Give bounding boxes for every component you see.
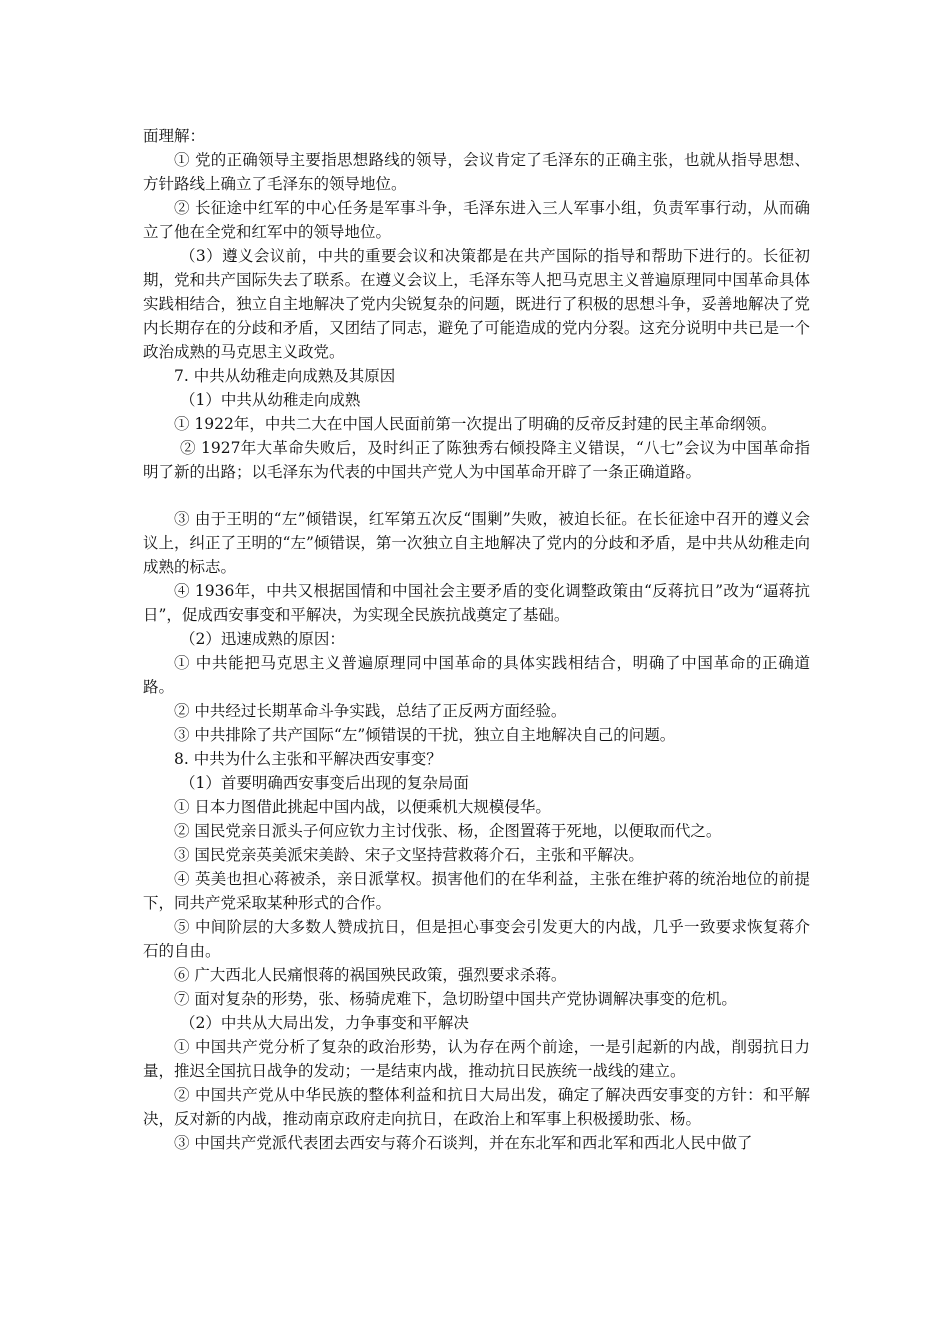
paragraph: ④ 英美也担心蒋被杀，亲日派掌权。损害他们的在华利益，主张在维护蒋的统治地位的前提下，同共产党采取某种形式的合作。 bbox=[143, 870, 810, 912]
paragraph: ⑤ 中间阶层的大多数人赞成抗日，但是担心事变会引发更大的内战，几乎一致要求恢复蒋介石的自由。 bbox=[143, 918, 810, 960]
paragraph: （2）迅速成熟的原因： bbox=[180, 630, 345, 648]
paragraph: ⑥ 广大西北人民痛恨蒋的祸国殃民政策，强烈要求杀蒋。 bbox=[174, 966, 567, 984]
paragraph: ③ 中共排除了共产国际“左”倾错误的干扰，独立自主地解决自己的问题。 bbox=[174, 726, 676, 744]
paragraph: ② 中共经过长期革命斗争实践，总结了正反两方面经验。 bbox=[174, 702, 567, 720]
paragraph: ③ 由于王明的“左”倾错误，红军第五次反“围剿”失败，被迫长征。在长征途中召开的遵义会议上，纠正了王明的“左”倾错误，第一次独立自主地解决了党内的分歧和矛盾，是中共从幼稚走向成熟的标志。 bbox=[143, 510, 810, 576]
paragraph: （1）中共从幼稚走向成熟 bbox=[180, 391, 361, 409]
paragraph: ① 党的正确领导主要指思想路线的领导，会议肯定了毛泽东的正确主张，也就从指导思想、方针路线上确立了毛泽东的领导地位。 bbox=[143, 151, 810, 193]
paragraph: ③ 国民党亲英美派宋美龄、宋子文坚持营救蒋介石，主张和平解决。 bbox=[174, 846, 644, 864]
paragraph: 8. 中共为什么主张和平解决西安事变？ bbox=[174, 750, 442, 768]
paragraph: ① 1922年，中共二大在中国人民面前第一次提出了明确的反帝反封建的民主革命纲领。 bbox=[174, 415, 777, 433]
paragraph: 7. 中共从幼稚走向成熟及其原因 bbox=[174, 367, 396, 385]
document-body bbox=[143, 124, 810, 1155]
paragraph: 面理解： bbox=[143, 127, 206, 145]
paragraph: ① 中共能把马克思主义普遍原理同中国革命的具体实践相结合，明确了中国革命的正确道路。 bbox=[143, 654, 810, 696]
paragraph: （2）中共从大局出发，力争事变和平解决 bbox=[180, 1014, 469, 1032]
paragraph: ① 日本力图借此挑起中国内战，以便乘机大规模侵华。 bbox=[174, 798, 551, 816]
paragraph: ② 长征途中红军的中心任务是军事斗争，毛泽东进入三人军事小组，负责军事行动，从而确立了他在全党和红军中的领导地位。 bbox=[143, 199, 810, 241]
paragraph: ① 中国共产党分析了复杂的政治形势，认为存在两个前途，一是引起新的内战，削弱抗日力量，推迟全国抗日战争的发动；一是结束内战，推动抗日民族统一战线的建立。 bbox=[143, 1038, 810, 1080]
paragraph: ③ 中国共产党派代表团去西安与蒋介石谈判，并在东北军和西北军和西北人民中做了 bbox=[174, 1134, 753, 1152]
paragraph: ② 中国共产党从中华民族的整体利益和抗日大局出发，确定了解决西安事变的方针：和平解决，反对新的内战，推动南京政府走向抗日，在政治上和军事上积极援助张、杨。 bbox=[143, 1086, 810, 1128]
paragraph: ② 国民党亲日派头子何应钦力主讨伐张、杨，企图置蒋于死地，以便取而代之。 bbox=[174, 822, 722, 840]
paragraph: ④ 1936年，中共又根据国情和中国社会主要矛盾的变化调整政策由“反蒋抗日”改为“逼蒋抗日”，促成西安事变和平解决，为实现全民族抗战奠定了基础。 bbox=[143, 582, 810, 624]
paragraph: （3）遵义会议前，中共的重要会议和决策都是在共产国际的指导和帮助下进行的。长征初期，党和共产国际失去了联系。在遵义会议上，毛泽东等人把马克思主义普遍原理同中国革命具体实践相结合，独立自主地解决了党内尖锐复杂的问题，既进行了积极的思想斗争，妥善地解决了党内长期存在的分歧和矛盾，又团结了同志，避免了可能造成的党内分裂。这充分说明中共已是一个政治成熟的马克思主义政党。 bbox=[143, 247, 810, 361]
paragraph: ⑦ 面对复杂的形势，张、杨骑虎难下，急切盼望中国共产党协调解决事变的危机。 bbox=[174, 990, 737, 1008]
paragraph: ② 1927年大革命失败后，及时纠正了陈独秀右倾投降主义错误，“八七”会议为中国革命指明了新的出路；以毛泽东为代表的中国共产党人为中国革命开辟了一条正确道路。 bbox=[143, 439, 810, 481]
paragraph: （1）首要明确西安事变后出现的复杂局面 bbox=[180, 774, 469, 792]
